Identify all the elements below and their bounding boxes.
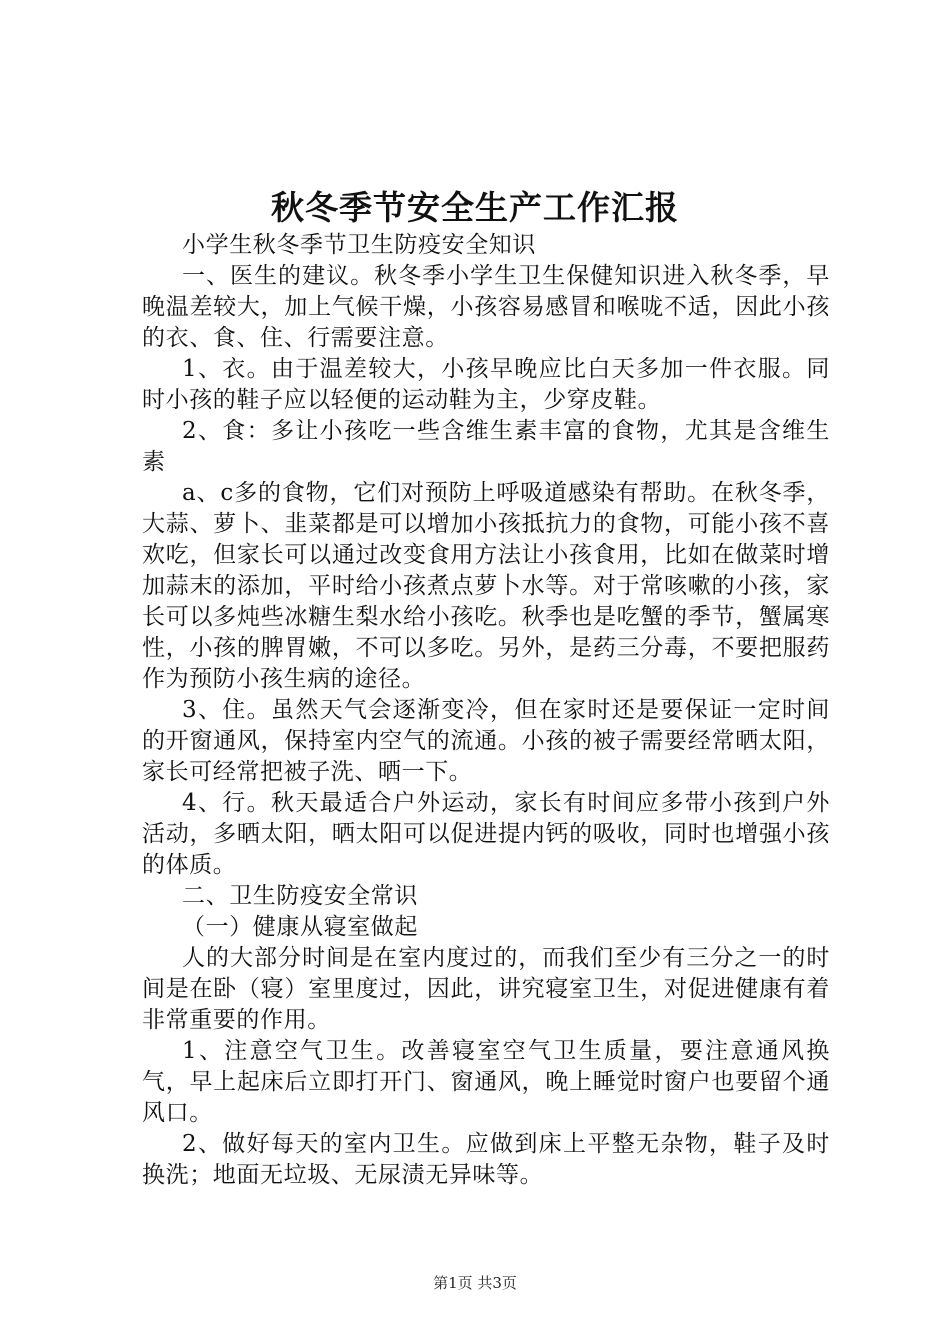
paragraph-travel: 4、行。秋天最适合户外运动，家长有时间应多带小孩到户外活动，多晒太阳，晒太阳可以促进提内钙的吸收，同时也增强小孩的体质。 (142, 790, 830, 878)
paragraph-dorm-intro: 人的大部分时间是在室内度过的，而我们至少有三分之一的时间是在卧（寝）室里度过，因此，讲究寝室卫生，对促进健康有着非常重要的作用。 (142, 945, 830, 1033)
paragraph-subtitle: 小学生秋冬季节卫生防疫安全知识 (182, 232, 536, 258)
paragraph-housing: 3、住。虽然天气会逐渐变冷，但在家时还是要保证一定时间的开窗通风，保持室内空气的流通。小孩的被子需要经常晒太阳，家长可经常把被子洗、晒一下。 (142, 697, 830, 785)
page-footer: 第1页 共3页 (433, 1274, 517, 1292)
subsection-heading-dorm: （一）健康从寝室做起 (182, 914, 418, 940)
paragraph-daily-cleaning: 2、做好每天的室内卫生。应做到床上平整无杂物，鞋子及时换洗；地面无垃圾、无尿渍无异味等。 (142, 1131, 830, 1188)
paragraph-food: 2、食：多让小孩吃一些含维生素丰富的食物，尤其是含维生素 (142, 418, 830, 475)
paragraph-clothing: 1、衣。由于温差较大，小孩早晚应比白天多加一件衣服。同时小孩的鞋子应以轻便的运动鞋为主，少穿皮鞋。 (142, 356, 830, 413)
section-heading-hygiene: 二、卫生防疫安全常识 (182, 883, 418, 909)
document-title: 秋冬季节安全生产工作汇报 (271, 188, 679, 227)
paragraph-doctor-advice: 一、医生的建议。秋冬季小学生卫生保健知识进入秋冬季，早晚温差较大，加上气候干燥，小孩容易感冒和喉咙不适，因此小孩的衣、食、住、行需要注意。 (142, 263, 830, 351)
document-body (142, 230, 830, 1191)
paragraph-air-hygiene: 1、注意空气卫生。改善寝室空气卫生质量，要注意通风换气，早上起床后立即打开门、窗通风，晚上睡觉时窗户也要留个通风口。 (142, 1038, 830, 1126)
paragraph-food-detail: a、c多的食物，它们对预防上呼吸道感染有帮助。在秋冬季，大蒜、萝卜、韭菜都是可以增加小孩抵抗力的食物，可能小孩不喜欢吃，但家长可以通过改变食用方法让小孩食用，比如在做菜时增加蒜末的添加，平时给小孩煮点萝卜水等。对于常咳嗽的小孩，家长可以多炖些冰糖生梨水给小孩吃。秋季也是吃蟹的季节，蟹属寒性，小孩的脾胃嫩，不可以多吃。另外，是药三分毒，不要把服药作为预防小孩生病的途径。 (142, 480, 830, 692)
